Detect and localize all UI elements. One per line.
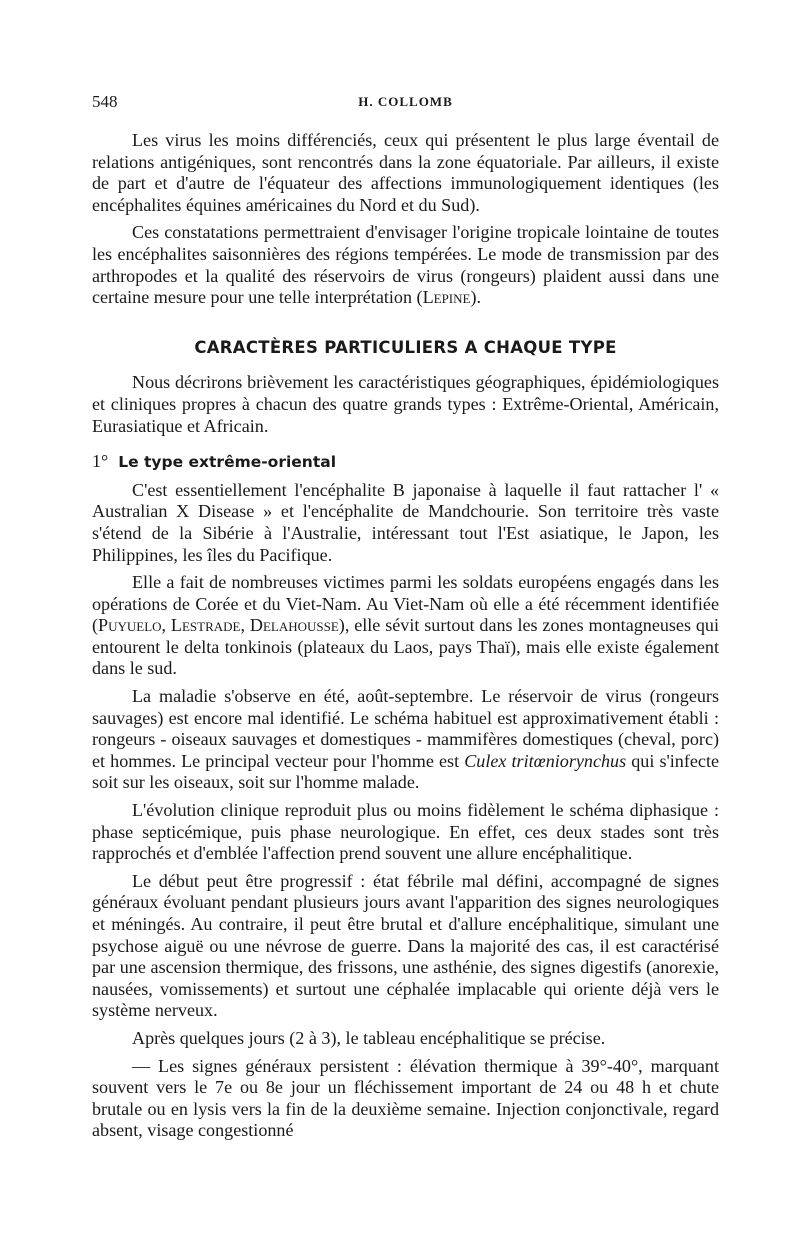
paragraph [92, 572, 719, 680]
text-run: ), elle sévit surtout dans les zones montagneuses qui entourent le delta tonkinois (plateaux du Laos, pays Thaï), mais elle existe également dans le sud. [92, 615, 720, 679]
paragraph: Après quelques jours (2 à 3), le tableau encéphalitique se précise. [132, 1027, 606, 1048]
text-run: qui s'infecte soit sur les oiseaux, soit sur l'homme malade. [92, 750, 719, 793]
species-name: Culex tritœniorynchus [464, 750, 627, 771]
text-run: La maladie s'observe en été, août-septembre. Le réservoir de virus (rongeurs sauvages) est encore mal identifié. Le schéma habituel est approximativement établi : rongeurs - oiseaux sauvages et domestiques - mammifères domestiques (cheval, porc) et hommes. Le principal vecteur pour l'homme est [92, 686, 719, 771]
running-head: H. COLLOMB [358, 94, 453, 109]
body-text [92, 130, 719, 1148]
paragraph: Les virus les moins différenciés, ceux qui présentent le plus large éventail de relations antigéniques, sont rencontrés dans la zone équatoriale. Par ailleurs, il existe de part et d'autre de l'équateur des affections immunologiquement identiques (les encéphalites équines américaines du Nord et du Sud). [92, 130, 719, 215]
paragraph: C'est essentiellement l'encéphalite B japonaise à laquelle il faut rattacher l' « Australian X Disease » et l'encéphalite de Mandchourie. Son territoire très vaste s'étend de la Sibérie à l'Australie, intéressant tout l'Est asiatique, le Japon, les Philippines, les îles du Pacifique. [92, 479, 719, 565]
page-number: 548 [92, 92, 118, 111]
subsection-heading [92, 451, 719, 474]
text-run: Ces constatations permettraient d'envisager l'origine tropicale lointaine de toutes les encéphalites saisonnières des régions tempérées. Le mode de transmission par des arthropodes et la qualité des réservoirs de virus (rongeurs) plaident aussi dans une certaine mesure pour une telle interprétation ( [92, 222, 719, 308]
page-header [92, 92, 719, 116]
text-run: ). [470, 287, 482, 308]
paragraph [92, 686, 719, 794]
text-run: Elle a fait de nombreuses victimes parmi les soldats européens engagés dans les opérations de Corée et du Viet-Nam. Au Viet-Nam où elle a été récemment identifiée ( [92, 572, 719, 636]
author-names: Puyuelo, Lestrade, Delahousse [98, 615, 339, 636]
author-name: Lepine [422, 287, 471, 308]
subsection-title: Le type extrême-oriental [118, 453, 337, 472]
paragraph: L'évolution clinique reproduit plus ou moins fidèlement le schéma diphasique : phase septicémique, puis phase neurologique. En effet, ces deux stades sont très rapprochés et d'emblée l'affection prend souvent une allure encéphalitique. [92, 800, 719, 864]
paragraph: Nous décrirons brièvement les caractéristiques géographiques, épidémiologiques et cliniques propres à chacun des quatre grands types : Extrême-Oriental, Américain, Eurasiatique et Africain. [92, 372, 719, 436]
paragraph: Le début peut être progressif : état fébrile mal défini, accompagné de signes généraux évoluant pendant plusieurs jours avant l'apparition des signes neurologiques et méningés. Au contraire, il peut être brutal et d'allure encéphalitique, simulant une psychose aiguë ou une névrose de guerre. Dans la majorité des cas, il est caractérisé par une ascension thermique, des frissons, une asthénie, des signes digestifs (anorexie, nausées, vomissements) et surtout une céphalée implacable qui oriente déjà vers le système nerveux. [92, 870, 719, 1021]
section-title: CARACTÈRES PARTICULIERS A CHAQUE TYPE [194, 337, 617, 357]
paragraph: — Les signes généraux persistent : élévation thermique à 39°-40°, marquant souvent vers le 7e ou 8e jour un fléchissement important de 24 ou 48 h et chute brutale ou en lysis vers la fin de la deuxième semaine. Injection conjonctivale, regard absent, visage congestionné [92, 1055, 719, 1141]
paragraph [92, 222, 719, 308]
subsection-number: 1° [92, 451, 109, 472]
